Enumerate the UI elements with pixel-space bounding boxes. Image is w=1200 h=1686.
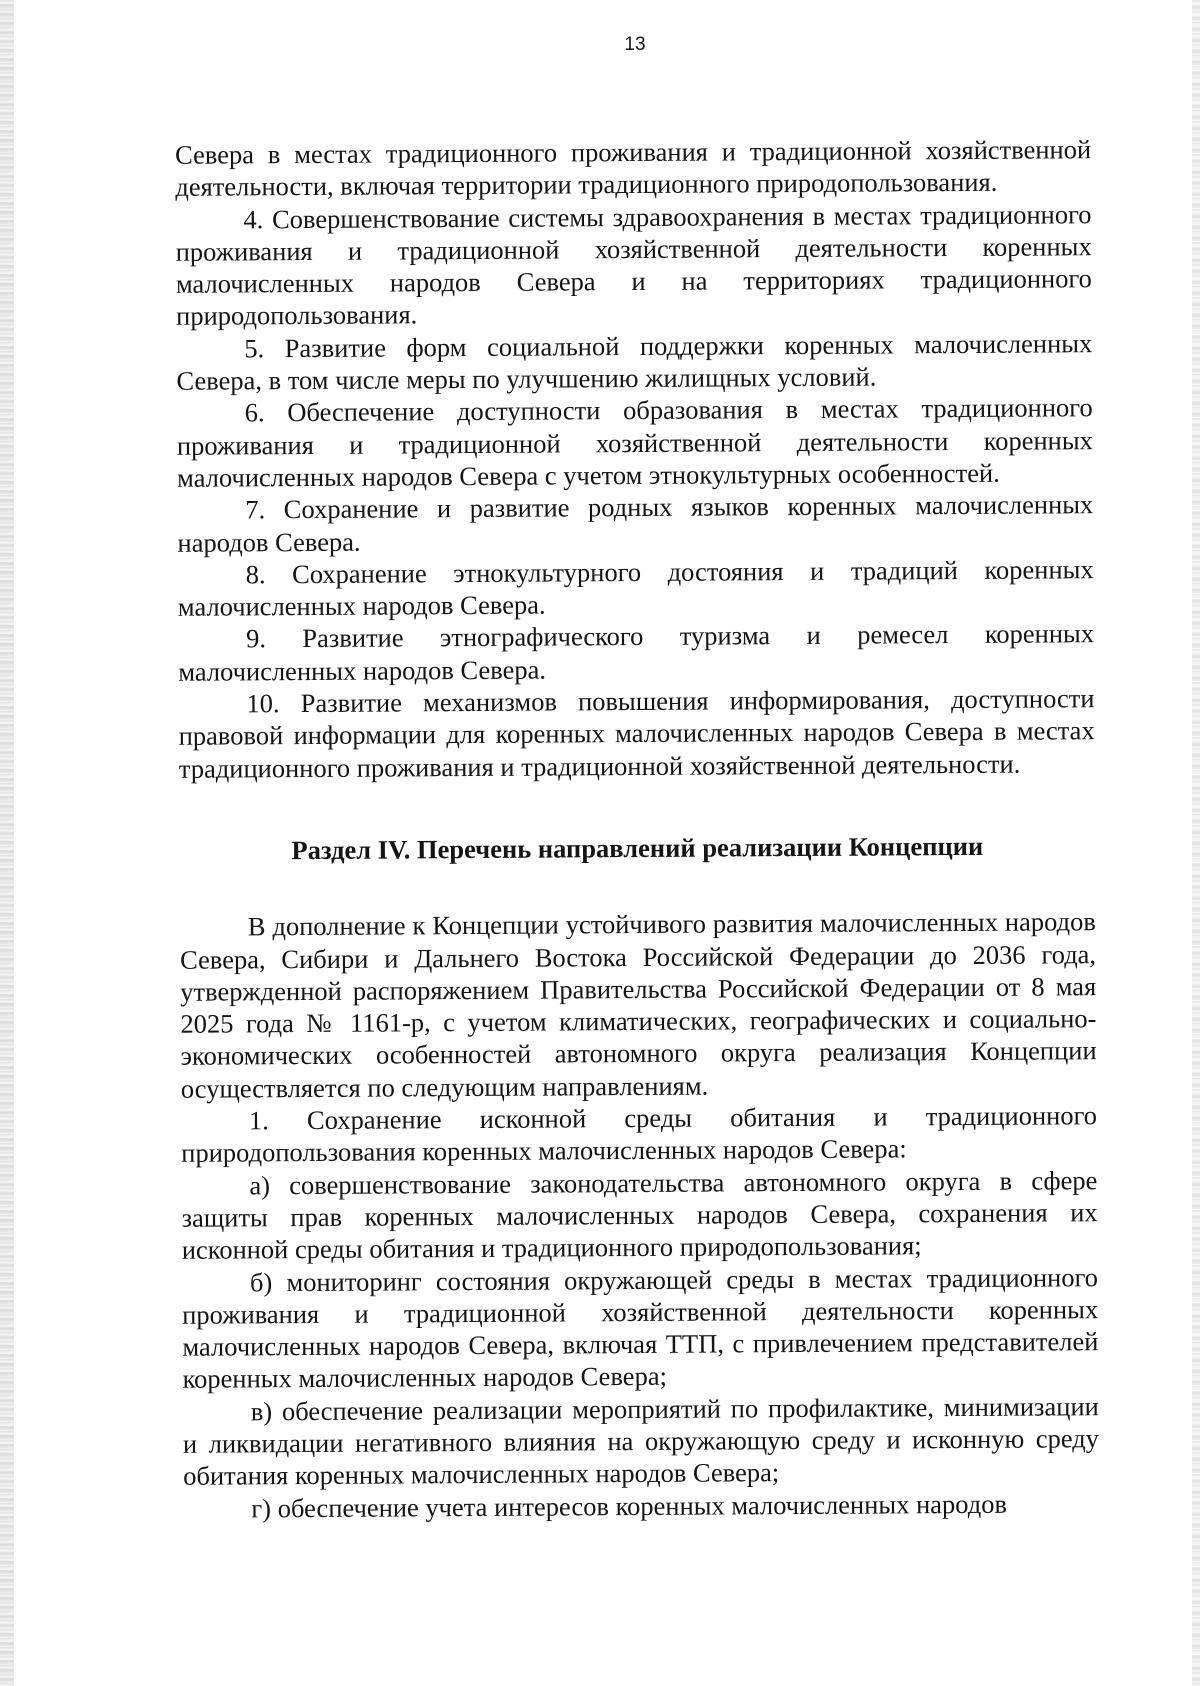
section-intro-paragraph: В дополнение к Концепции устойчивого развития малочисленных народов Севера, Сибири и Дальнего Востока Российской Федерации до 2036 года, утвержденной распоряжением Правительства Российской Федерации от 8 мая 2025 года № 1161-р, с учетом климатических, географических и социально-экономических особенностей автономного округа реализация Концепции осуществляется по следующим направлениям. — [179, 906, 1097, 1104]
list-item-7: 7. Сохранение и развитие родных языков коренных малочисленных народов Севера. — [177, 489, 1094, 558]
list-item-5: 5. Развитие форм социальной поддержки коренных малочисленных Севера, в том числе меры по улучшению жилищных условий. — [176, 327, 1093, 396]
scan-edge-right — [1192, 0, 1200, 1686]
paragraph-continuation: Севера в местах традиционного проживания и традиционной хозяйственной деятельности, включая территории традиционного природопользования. — [175, 134, 1092, 203]
sub-item-g: г) обеспечение учета интересов коренных малочисленных народов — [251, 1488, 1008, 1523]
page-number: 13 — [624, 34, 646, 55]
sub-item-a: а) совершенствование законодательства автономного округа в сфере защиты прав коренных малочисленных народов Севера, сохранения их исконной среды обитания и традиционного природопользования; — [181, 1164, 1098, 1265]
scan-edge-left — [0, 0, 14, 1686]
list-item-10: 10. Развитие механизмов повышения информирования, доступности правовой информации для коренных малочисленных народов Севера в местах традиционного проживания и традиционной хозяйственной деятельности. — [178, 683, 1095, 784]
sub-item-b: б) мониторинг состояния окружающей среды в местах традиционного проживания и традиционной хозяйственной деятельности коренных малочисленных народов Севера, включая ТТП, с привлечением представителей коренных малочисленных народов Севера; — [182, 1261, 1099, 1395]
document-body — [175, 133, 1099, 1524]
direction-item-1: 1. Сохранение исконной среды обитания и традиционного природопользования коренных малочисленных народов Севера: — [181, 1100, 1098, 1169]
section-heading: Раздел IV. Перечень направлений реализации Концепции — [291, 830, 984, 866]
list-item-8: 8. Сохранение этнокультурного достояния и традиций коренных малочисленных народов Севера. — [177, 554, 1094, 622]
sub-item-v: в) обеспечение реализации мероприятий по профилактике, минимизации и ликвидации негативного влияния на окружающую среду и исконную среду обитания коренных малочисленных народов Севера; — [182, 1390, 1100, 1492]
list-item-9: 9. Развитие этнографического туризма и ремесел коренных малочисленных народов Севера. — [178, 618, 1095, 687]
list-item-6: 6. Обеспечение доступности образования в местах традиционного проживания и традиционной хозяйственной деятельности коренных малочисленных народов Севера с учетом этнокультурных особенностей. — [176, 392, 1093, 493]
list-item-4: 4. Совершенствование системы здравоохранения в местах традиционного проживания и традиционной хозяйственной деятельности коренных малочисленных народов Севера и на территориях традиционного природопользования. — [175, 198, 1092, 332]
